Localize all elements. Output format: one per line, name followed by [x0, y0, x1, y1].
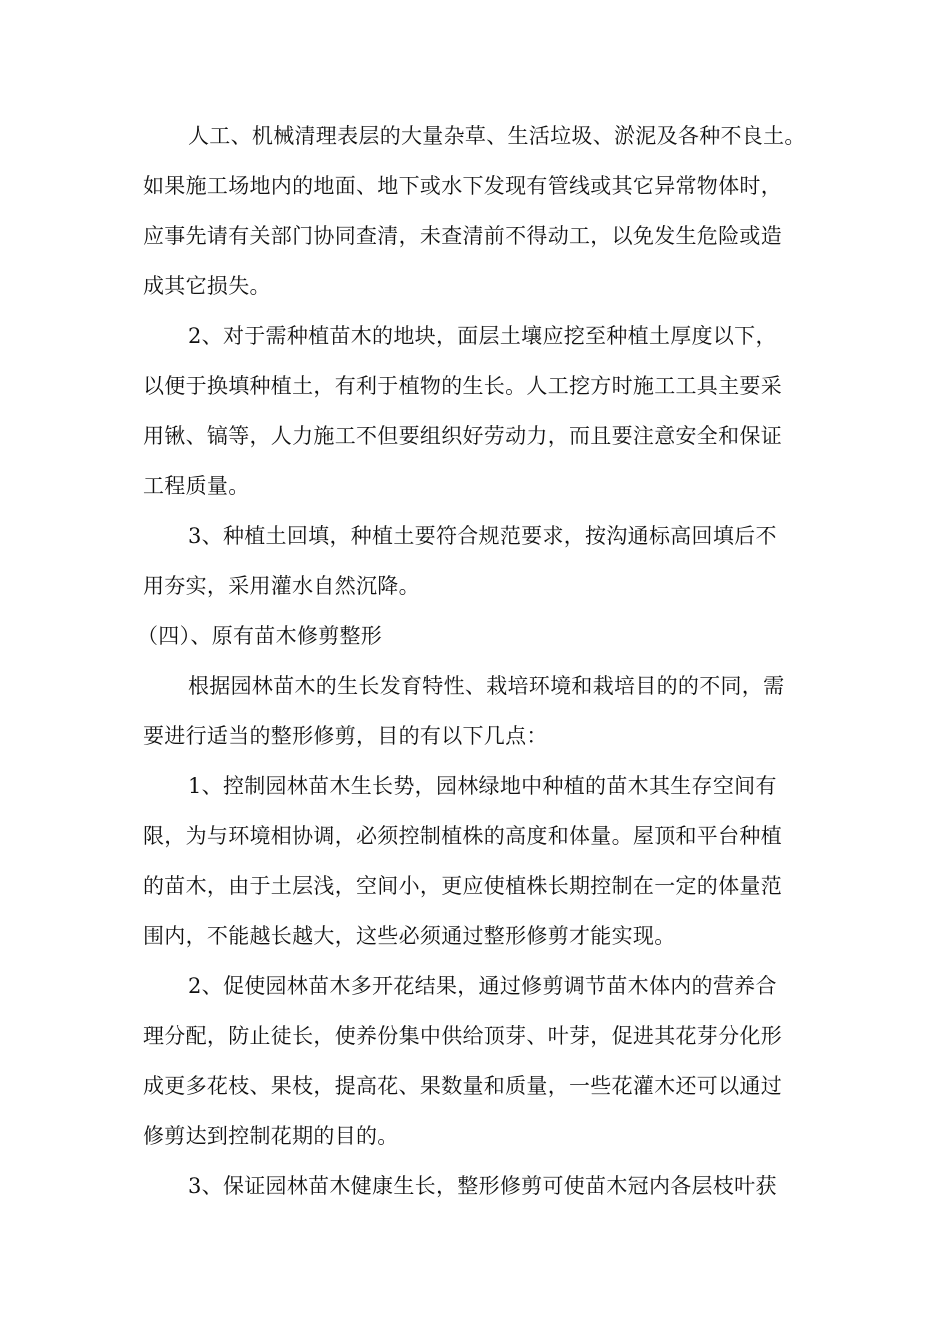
text-line: 用锹、镐等，人力施工不但要组织好劳动力，而且要注意安全和保证 — [143, 424, 782, 448]
text-line: 以便于换填种植土，有利于植物的生长。人工挖方时施工工具主要采 — [143, 374, 782, 398]
text-line: 的苗木，由于土层浅，空间小，更应使植株长期控制在一定的体量范 — [143, 874, 782, 898]
text-line: 成更多花枝、果枝，提高花、果数量和质量，一些花灌木还可以通过 — [143, 1074, 782, 1098]
text-line: 根据园林苗木的生长发育特性、栽培环境和栽培目的的不同，需 — [188, 674, 785, 698]
text-line: 2、对于需种植苗木的地块，面层土壤应挖至种植土厚度以下， — [188, 324, 777, 348]
text-line: 2、促使园林苗木多开花结果，通过修剪调节苗木体内的营养合 — [188, 974, 777, 998]
text-line: 要进行适当的整形修剪，目的有以下几点： — [143, 724, 548, 748]
text-line: 限，为与环境相协调，必须控制植株的高度和体量。屋顶和平台种植 — [143, 824, 782, 848]
text-line: 工程质量。 — [143, 474, 250, 498]
text-line: 1、控制园林苗木生长势，园林绿地中种植的苗木其生存空间有 — [188, 774, 777, 798]
text-line: 3、保证园林苗木健康生长，整形修剪可使苗木冠内各层枝叶获 — [188, 1174, 777, 1198]
text-line: 人工、机械清理表层的大量杂草、生活垃圾、淤泥及各种不良土。 — [188, 124, 806, 148]
text-line: 围内，不能越长越大，这些必须通过整形修剪才能实现。 — [143, 924, 676, 948]
text-line: 应事先请有关部门协同查清，未查清前不得动工，以免发生危险或造 — [143, 224, 782, 248]
text-line: 3、种植土回填，种植土要符合规范要求，按沟通标高回填后不 — [188, 524, 777, 548]
text-line: 理分配，防止徒长，使养份集中供给顶芽、叶芽，促进其花芽分化形 — [143, 1024, 782, 1048]
text-line: 修剪达到控制花期的目的。 — [143, 1124, 399, 1148]
text-line: 用夯实，采用灌水自然沉降。 — [143, 574, 420, 598]
text-line: 成其它损失。 — [143, 274, 271, 298]
text-line: 如果施工场地内的地面、地下或水下发现有管线或其它异常物体时， — [143, 174, 782, 198]
section-heading: （四）、原有苗木修剪整形 — [137, 624, 383, 648]
